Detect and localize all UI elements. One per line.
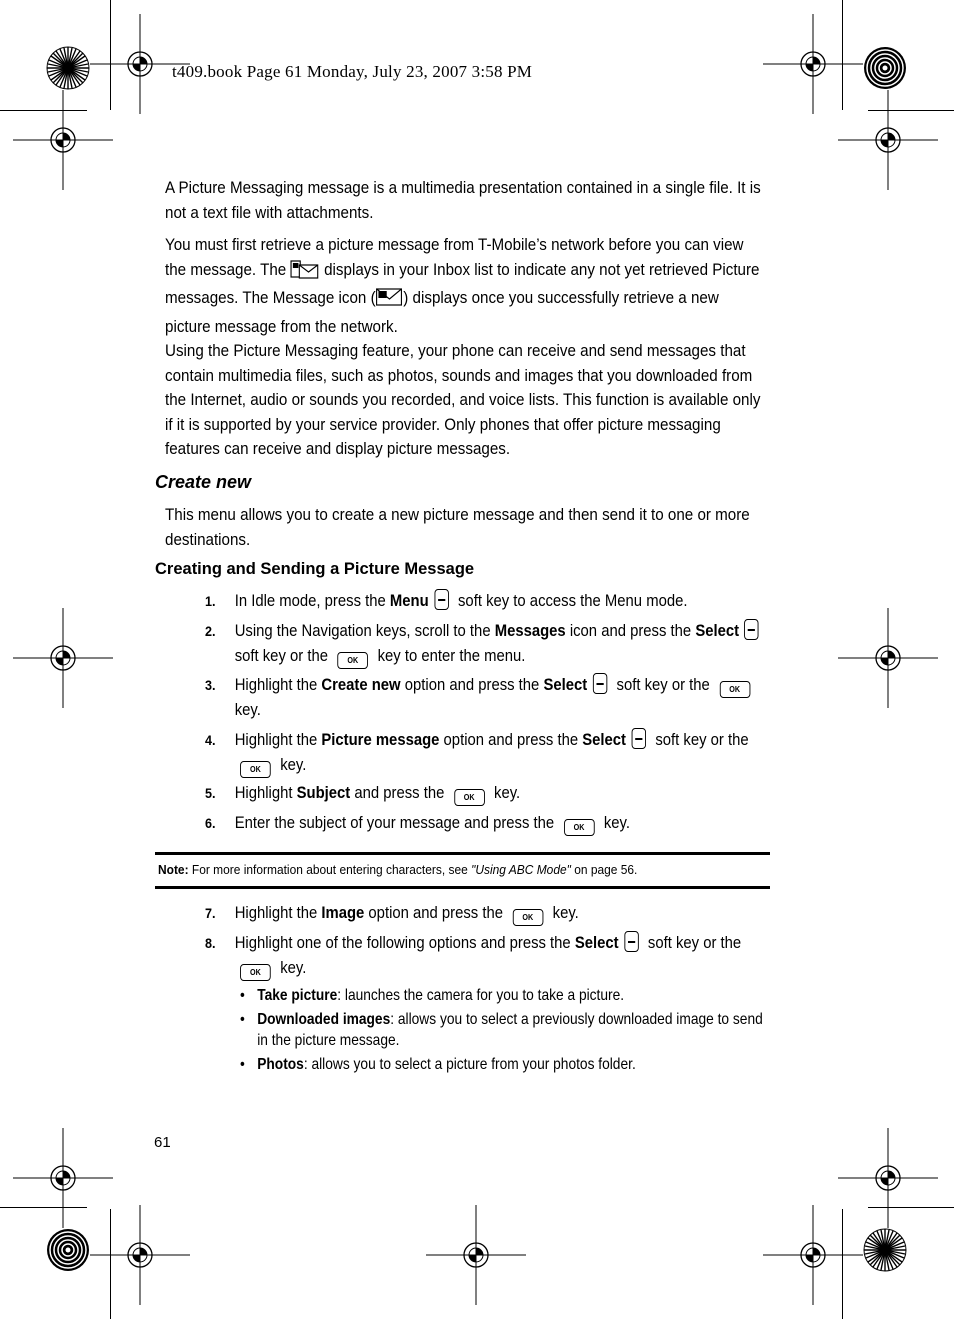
ok-key-icon: OK <box>513 909 544 926</box>
soft-key-icon <box>434 589 448 610</box>
soft-key-icon <box>631 728 645 749</box>
ok-key-icon: OK <box>719 681 750 698</box>
section-body: This menu allows you to create a new picture message and then send it to one or more destinations. <box>165 506 750 549</box>
ok-key-icon: OK <box>240 761 271 778</box>
ok-key-icon: OK <box>337 652 368 669</box>
note-bottom-rule <box>155 886 770 889</box>
soft-key-icon <box>593 673 607 694</box>
intro-paragraph-3: Using the Picture Messaging feature, your phone can receive and send messages that contain multimedia files, such as photos, sounds and images that you downloaded from the Internet, audio or sounds you recorded, and voice lists. This function is available only if it is supported by your service provider. Only phones that offer picture messaging features can receive and display picture messages. <box>165 342 761 458</box>
section-subtitle: Creating and Sending a Picture Message <box>155 560 475 578</box>
soft-key-icon <box>744 619 758 640</box>
picture-message-icon <box>376 287 404 315</box>
page-number: 61 <box>154 1134 171 1151</box>
ok-key-icon: OK <box>454 789 485 806</box>
note: Note: For more information about entering characters, see "Using ABC Mode" on page 56. <box>158 862 638 877</box>
intro-paragraph-2: You must first retrieve a picture message from T-Mobile’s network before you can view the message. The displays in your Inbox list to indicate any not yet retrieved Picture messages. The Message icon ( ) displays once you successfully retrieve a new picture message from the network. <box>165 236 760 336</box>
section-title: Create new <box>155 472 252 492</box>
intro-paragraph-1: A Picture Messaging message is a multimedia presentation contained in a single file. It is not a text file with attachments. <box>165 179 761 222</box>
note-top-rule <box>155 852 770 855</box>
unretrieved-picture-message-icon <box>290 259 319 287</box>
ok-key-icon: OK <box>564 819 595 836</box>
ok-key-icon: OK <box>240 964 271 981</box>
soft-key-icon <box>624 931 638 952</box>
print-header: t409.book Page 61 Monday, July 23, 2007 3:58 PM <box>172 62 533 81</box>
